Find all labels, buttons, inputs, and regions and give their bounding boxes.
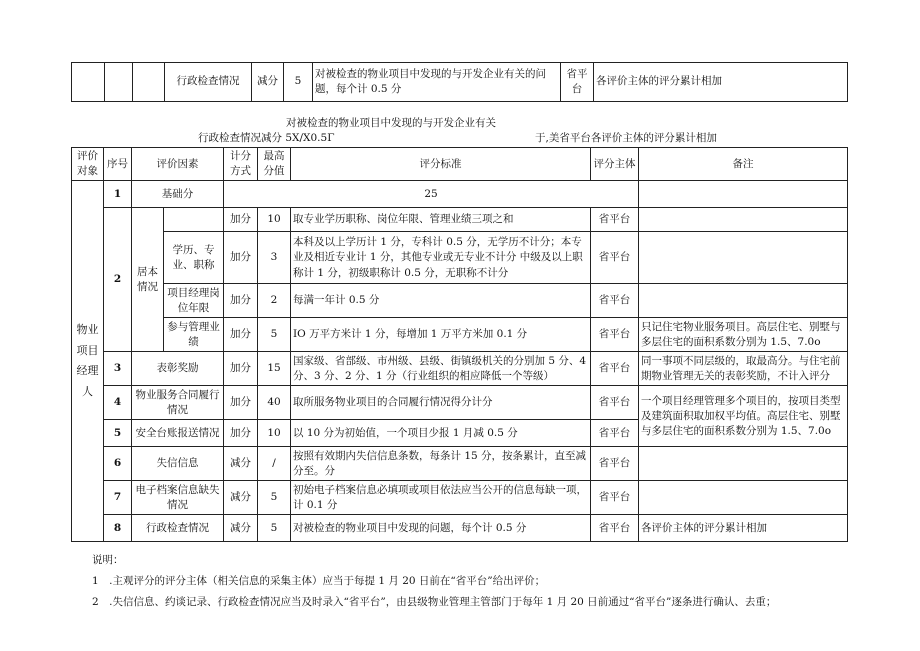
row-3-no: 3 (104, 352, 132, 386)
row-2-sub2-method: 加分 (224, 284, 258, 318)
row-1-no: 1 (104, 181, 132, 208)
notes-title: 说明： (92, 554, 124, 566)
row-8-note: 各评价主体的评分累计相加 (639, 515, 848, 542)
row-2-sub1-standard: 本科及以上学历计 1 分，专科计 0.5 分，无学历不计分；本专业及相近专业计 1 分，其他专业或无专业不计分 中级及以上职称计 1 分，初级职称计 0.5 分，无职称不计分 (291, 232, 591, 284)
row-7-max: 5 (258, 481, 291, 515)
row-7-no: 7 (104, 481, 132, 515)
row-4-no: 4 (104, 386, 132, 420)
row-3-method: 加分 (224, 352, 258, 386)
row-5-method: 加分 (224, 420, 258, 447)
row-2-sub3-factor: 参与管理业绩 (164, 318, 224, 352)
row-8-no: 8 (104, 515, 132, 542)
notes-item-1: 1 .主观评分的评分主体（相关信息的采集主体）应当于每提 1 月 20 日前在“省平台”给出评价； (92, 575, 546, 587)
row-2-sub2-max: 2 (258, 284, 291, 318)
row-2-sub0-subject: 省平台 (591, 208, 639, 232)
row-8-max: 5 (258, 515, 291, 542)
row-2-sub0-standard: 取专业学历职称、岗位年限、管理业绩三项之和 (291, 208, 591, 232)
header-method: 计分方式 (224, 148, 258, 181)
header-no: 序号 (104, 148, 132, 181)
header-subject: 评分主体 (591, 148, 639, 181)
row-2-sub0-method: 加分 (224, 208, 258, 232)
row-4-subject: 省平台 (591, 386, 639, 420)
table-row-4 (72, 386, 848, 420)
row-2-sub0-factor (164, 208, 224, 232)
row-8-standard: 对被检查的物业项目中发现的问题，每个计 0.5 分 (291, 515, 591, 542)
row-4-note: 一个项目经理管理多个项目的，按项目类型及建筑面积取加权平均值。高层住宅、别墅与多层住宅的面积系数分别为 1.5、7.0o (639, 386, 848, 447)
table-row-2-sub3 (72, 318, 848, 352)
row-2-sub3-max: 5 (258, 318, 291, 352)
row-3-standard: 国家级、省部级、市州级、县级、街镇级机关的分别加 5 分、4 分、3 分、2 分、1 分（行业组织的相应降低一个等级） (291, 352, 591, 386)
row-2-sub1-factor: 学历、专业、职称 (164, 232, 224, 284)
top-continuation-table (71, 62, 848, 102)
top-empty-cell-3 (133, 63, 165, 102)
header-factor: 评价因素 (132, 148, 224, 181)
row-3-factor: 表彰奖励 (132, 352, 224, 386)
evaluation-table (71, 147, 848, 542)
row-6-method: 减分 (224, 447, 258, 481)
row-4-max: 40 (258, 386, 291, 420)
table-row-2-sub2 (72, 284, 848, 318)
row-2-sub2-note (639, 284, 848, 318)
row-4-standard: 取所服务物业项目的合同履行情况得分计分 (291, 386, 591, 420)
row-5-factor: 安全台账报送情况 (132, 420, 224, 447)
top-factor: 行政检查情况 (165, 63, 252, 102)
row-1-note (639, 181, 848, 208)
row-2-sub2-factor: 项目经理岗位年限 (164, 284, 224, 318)
row-2-sub2-subject: 省平台 (591, 284, 639, 318)
row-2-sub1-subject: 省平台 (591, 232, 639, 284)
faint-text-line-3: 于,美省平台各评价主体的评分累计相加 (535, 132, 717, 144)
table-row-1 (72, 181, 848, 208)
row-6-note (639, 447, 848, 481)
row-2-sub0-max: 10 (258, 208, 291, 232)
row-6-no: 6 (104, 447, 132, 481)
top-standard: 对被检查的物业项目中发现的与开发企业有关的问题，每个计 0.5 分 (313, 63, 561, 102)
row-3-max: 15 (258, 352, 291, 386)
table-header-row (72, 148, 848, 181)
row-2-sub2-standard: 每满一年计 0.5 分 (291, 284, 591, 318)
row-2-sub1-method: 加分 (224, 232, 258, 284)
row-5-subject: 省平台 (591, 420, 639, 447)
row-8-subject: 省平台 (591, 515, 639, 542)
row-3-subject: 省平台 (591, 352, 639, 386)
top-max: 5 (284, 63, 313, 102)
row-2-sub3-standard: IO 万平方米计 1 分，每增加 1 万平方米加 0.1 分 (291, 318, 591, 352)
row-2-group: 居本情况 (132, 208, 164, 352)
table-row-6 (72, 447, 848, 481)
row-5-standard: 以 10 分为初始值，一个项目少报 1 月减 0.5 分 (291, 420, 591, 447)
table-row-7 (72, 481, 848, 515)
table-row-8 (72, 515, 848, 542)
top-subject: 省平台 (561, 63, 594, 102)
row-6-subject: 省平台 (591, 447, 639, 481)
row-7-factor: 电子档案信息缺失情况 (132, 481, 224, 515)
row-2-sub3-subject: 省平台 (591, 318, 639, 352)
top-empty-cell-2 (105, 63, 133, 102)
header-object: 评价对象 (72, 148, 104, 181)
row-6-max: / (258, 447, 291, 481)
faint-text-line-2: 行政检查情况减分 5X/X0.5Γ (198, 132, 335, 144)
row-3-note: 同一事项不同层级的，取最高分。与住宅前期物业管理无关的表彰奖励，不计入评分 (639, 352, 848, 386)
row-7-subject: 省平台 (591, 481, 639, 515)
row-2-sub3-method: 加分 (224, 318, 258, 352)
table-row-2-sub1 (72, 232, 848, 284)
row-4-method: 加分 (224, 386, 258, 420)
top-empty-cell-1 (72, 63, 105, 102)
row-1-value: 25 (224, 181, 639, 208)
notes-item-2: 2 .失信信息、约谈记录、行政检查情况应当及时录入“省平台”，由县级物业管理主管部门于每年 1 月 20 日前通过“省平台”逐条进行确认、去重； (92, 596, 777, 608)
row-1-factor: 基础分 (132, 181, 224, 208)
header-standard: 评分标准 (291, 148, 591, 181)
header-note: 备注 (639, 148, 848, 181)
top-row (72, 63, 848, 102)
row-5-max: 10 (258, 420, 291, 447)
row-6-standard: 按照有效期内失信信息条数，每条计 15 分，按条累计，直至减分至。分 (291, 447, 591, 481)
notes-section (92, 550, 776, 613)
row-5-no: 5 (104, 420, 132, 447)
row-6-factor: 失信信息 (132, 447, 224, 481)
row-7-note (639, 481, 848, 515)
top-method: 减分 (252, 63, 284, 102)
row-7-standard: 初始电子档案信息必填项或项目依法应当公开的信息每缺一项，计 0.1 分 (291, 481, 591, 515)
header-max: 最高分值 (258, 148, 291, 181)
row-2-sub3-note: 只记住宅物业服务项目。高层住宅、别墅与多层住宅的面积系数分别为 1.5、7.0o (639, 318, 848, 352)
row-4-factor: 物业服务合同履行情况 (132, 386, 224, 420)
row-7-method: 减分 (224, 481, 258, 515)
faint-text-line-1: 对被检查的物业项目中发现的与开发企业有关 (286, 117, 496, 129)
evaluation-object-cell: 物业项目经理人 (72, 181, 104, 542)
table-row-2-total (72, 208, 848, 232)
table-row-3 (72, 352, 848, 386)
row-2-sub1-note (639, 232, 848, 284)
row-8-method: 减分 (224, 515, 258, 542)
row-2-sub0-note (639, 208, 848, 232)
row-2-no: 2 (104, 208, 132, 352)
row-8-factor: 行政检查情况 (132, 515, 224, 542)
row-2-sub1-max: 3 (258, 232, 291, 284)
top-note: 各评价主体的评分累计相加 (594, 63, 848, 102)
